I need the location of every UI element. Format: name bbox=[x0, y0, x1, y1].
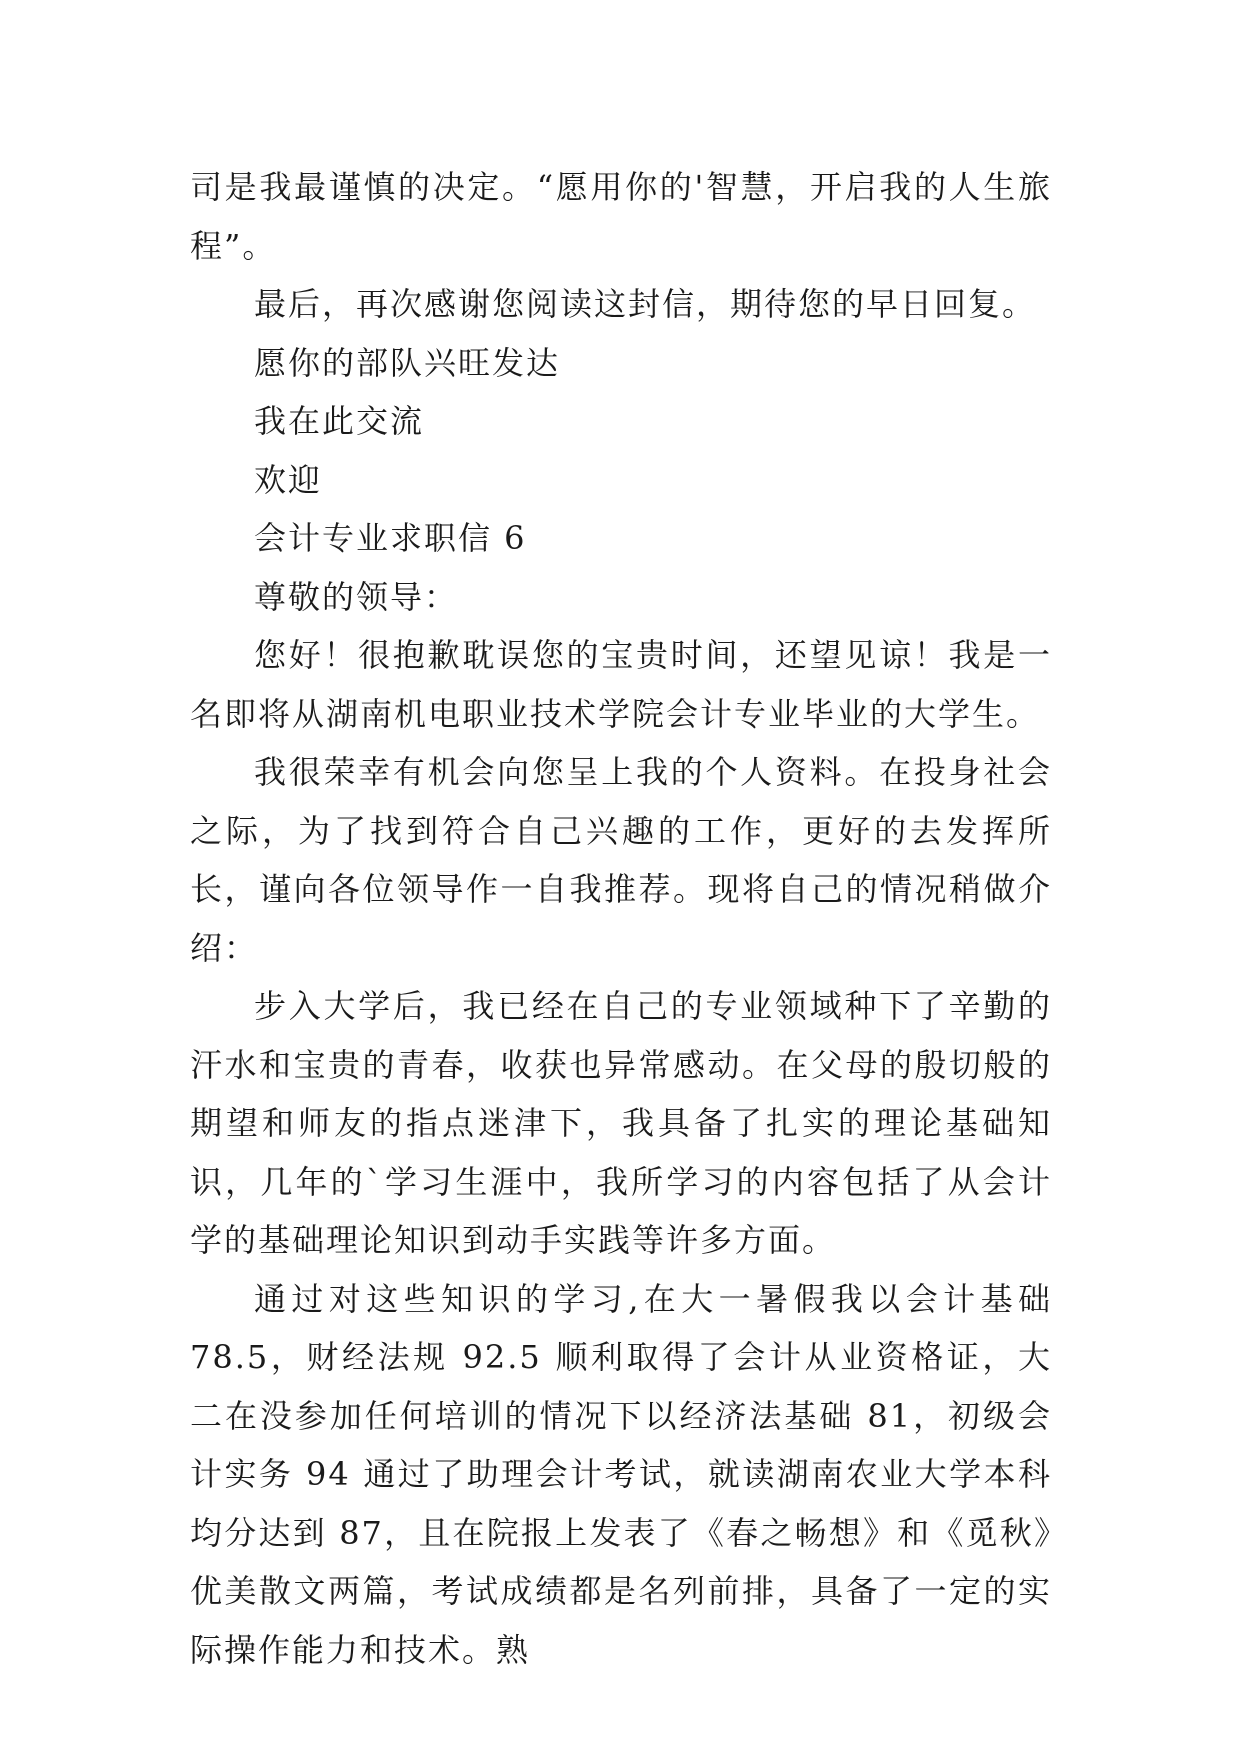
paragraph-8: 您好！很抱歉耽误您的宝贵时间，还望见谅！我是一名即将从湖南机电职业技术学院会计专业毕业的大学生。 bbox=[190, 636, 1052, 733]
paragraph-5: 欢迎 bbox=[254, 460, 323, 499]
paragraph-9: 我很荣幸有机会向您呈上我的个人资料。在投身社会之际，为了找到符合自己兴趣的工作，更好的去发挥所长，谨向各位领导作一自我推荐。现将自己的情况稍做介绍： bbox=[190, 753, 1052, 967]
document-body bbox=[190, 158, 1052, 1679]
salutation: 尊敬的领导： bbox=[254, 577, 459, 616]
paragraph-11: 通过对这些知识的学习,在大一暑假我以会计基础78.5，财经法规 92.5 顺利取得了会计从业资格证，大二在没参加任何培训的情况下以经济法基础 81，初级会计实务 94 通过了助理会计考试，就读湖南农业大学本科均分达到 87，且在院报上发表了《春之畅想》和《觅秋》优美散文两篇，考试成绩都是名列前排，具备了一定的实际操作能力和技术。熟 bbox=[190, 1279, 1052, 1669]
paragraph-2: 最后，再次感谢您阅读这封信，期待您的早日回复。 bbox=[254, 285, 1037, 323]
paragraph-4: 我在此交流 bbox=[254, 402, 425, 440]
paragraph-10: 步入大学后，我已经在自己的专业领域种下了辛勤的汗水和宝贵的青春，收获也异常感动。在父母的殷切般的期望和师友的指点迷津下，我具备了扎实的理论基础知识，几年的`学习生涯中，我所学习的内容包括了从会计学的基础理论知识到动手实践等许多方面。 bbox=[190, 987, 1052, 1259]
paragraph-1: 司是我最谨慎的决定。“愿用你的'智慧，开启我的人生旅程”。 bbox=[190, 168, 1052, 265]
paragraph-3: 愿你的部队兴旺发达 bbox=[254, 343, 561, 382]
section-heading: 会计专业求职信 6 bbox=[254, 519, 527, 557]
